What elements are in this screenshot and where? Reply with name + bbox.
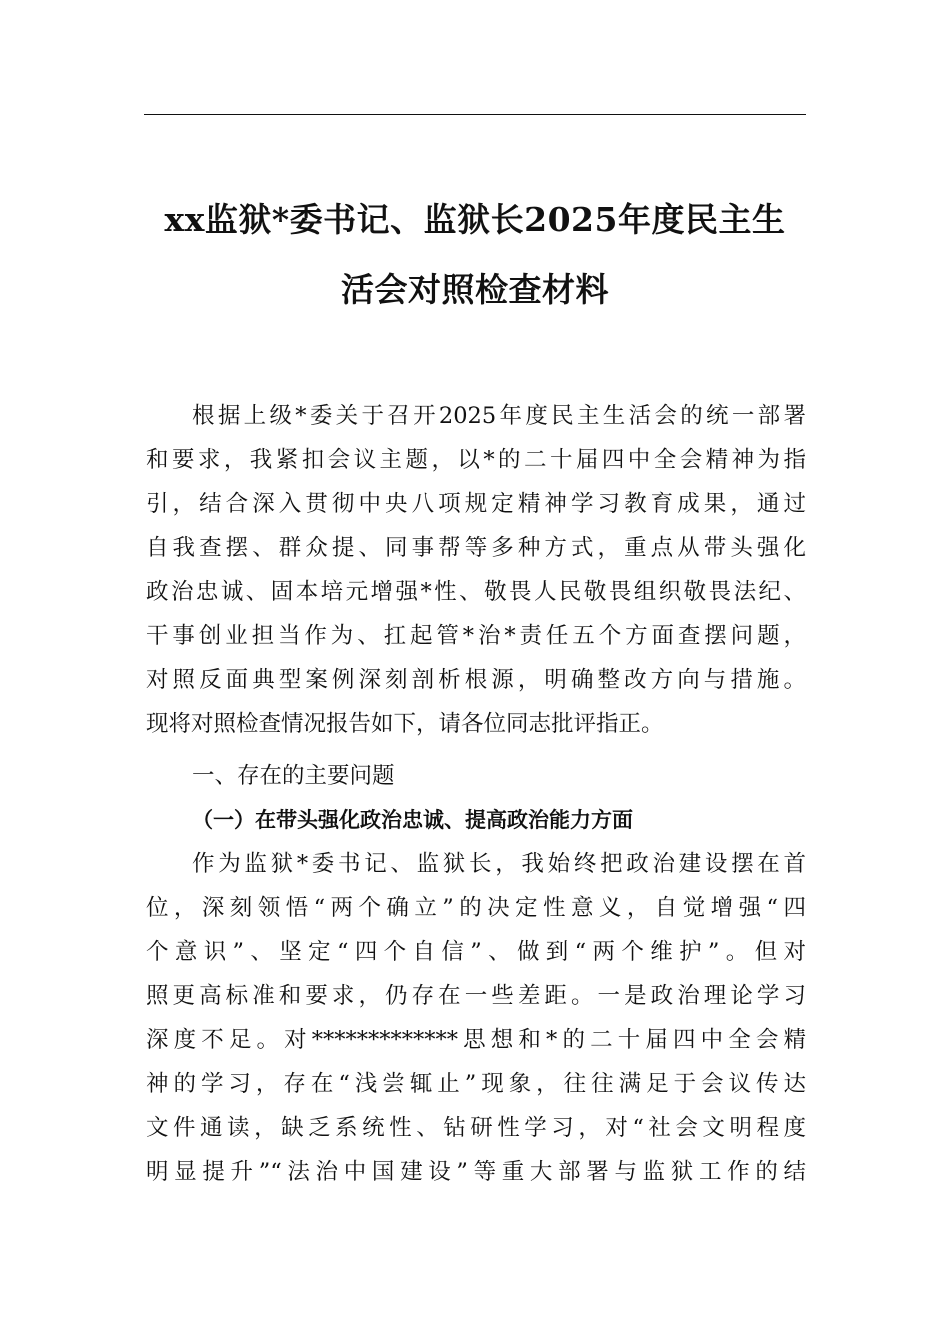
intro-line: 自我查摆、群众提、同事帮等多种方式，重点从带头强化: [146, 535, 806, 561]
intro-line: 干事创业担当作为、扛起管*治*责任五个方面查摆问题，: [146, 623, 806, 649]
section-paragraph: [146, 842, 806, 1194]
paragraph-line: 照更高标准和要求，仍存在一些差距。一是政治理论学习: [146, 983, 806, 1009]
paragraph-line: 深度不足。对*************思想和*的二十届四中全会精: [146, 1027, 806, 1053]
intro-line: 现将对照检查情况报告如下，请各位同志批评指正。: [146, 711, 664, 737]
subsection-heading: （一）在带头强化政治忠诚、提高政治能力方面: [192, 807, 633, 832]
paragraph-line: 位，深刻领悟“两个确立”的决定性意义，自觉增强“四: [146, 895, 806, 921]
paragraph-line: 明显提升”“法治中国建设”等重大部署与监狱工作的结: [146, 1159, 806, 1185]
paragraph-line: 文件通读，缺乏系统性、钻研性学习，对“社会文明程度: [146, 1115, 806, 1141]
intro-line: 根据上级*委关于召开2025年度民主生活会的统一部署: [192, 403, 806, 429]
intro-line: 和要求，我紧扣会议主题，以*的二十届四中全会精神为指: [146, 447, 806, 473]
intro-paragraph: [146, 394, 806, 746]
section-heading: 一、存在的主要问题: [192, 763, 395, 789]
intro-line: 政治忠诚、固本培元增强*性、敬畏人民敬畏组织敬畏法纪、: [146, 579, 806, 605]
paragraph-line: 作为监狱*委书记、监狱长，我始终把政治建设摆在首: [192, 851, 806, 877]
paragraph-line: 个意识”、坚定“四个自信”、做到“两个维护”。但对: [146, 939, 806, 965]
intro-line: 对照反面典型案例深刻剖析根源，明确整改方向与措施。: [146, 667, 806, 693]
header-rule: [144, 114, 806, 115]
document-title-line-1: xx监狱*委书记、监狱长2025年度民主生: [164, 200, 786, 239]
document-title-line-2: 活会对照检查材料: [341, 270, 609, 309]
paragraph-line: 神的学习，存在“浅尝辄止”现象，往往满足于会议传达: [146, 1071, 806, 1097]
intro-line: 引，结合深入贯彻中央八项规定精神学习教育成果，通过: [146, 491, 806, 517]
